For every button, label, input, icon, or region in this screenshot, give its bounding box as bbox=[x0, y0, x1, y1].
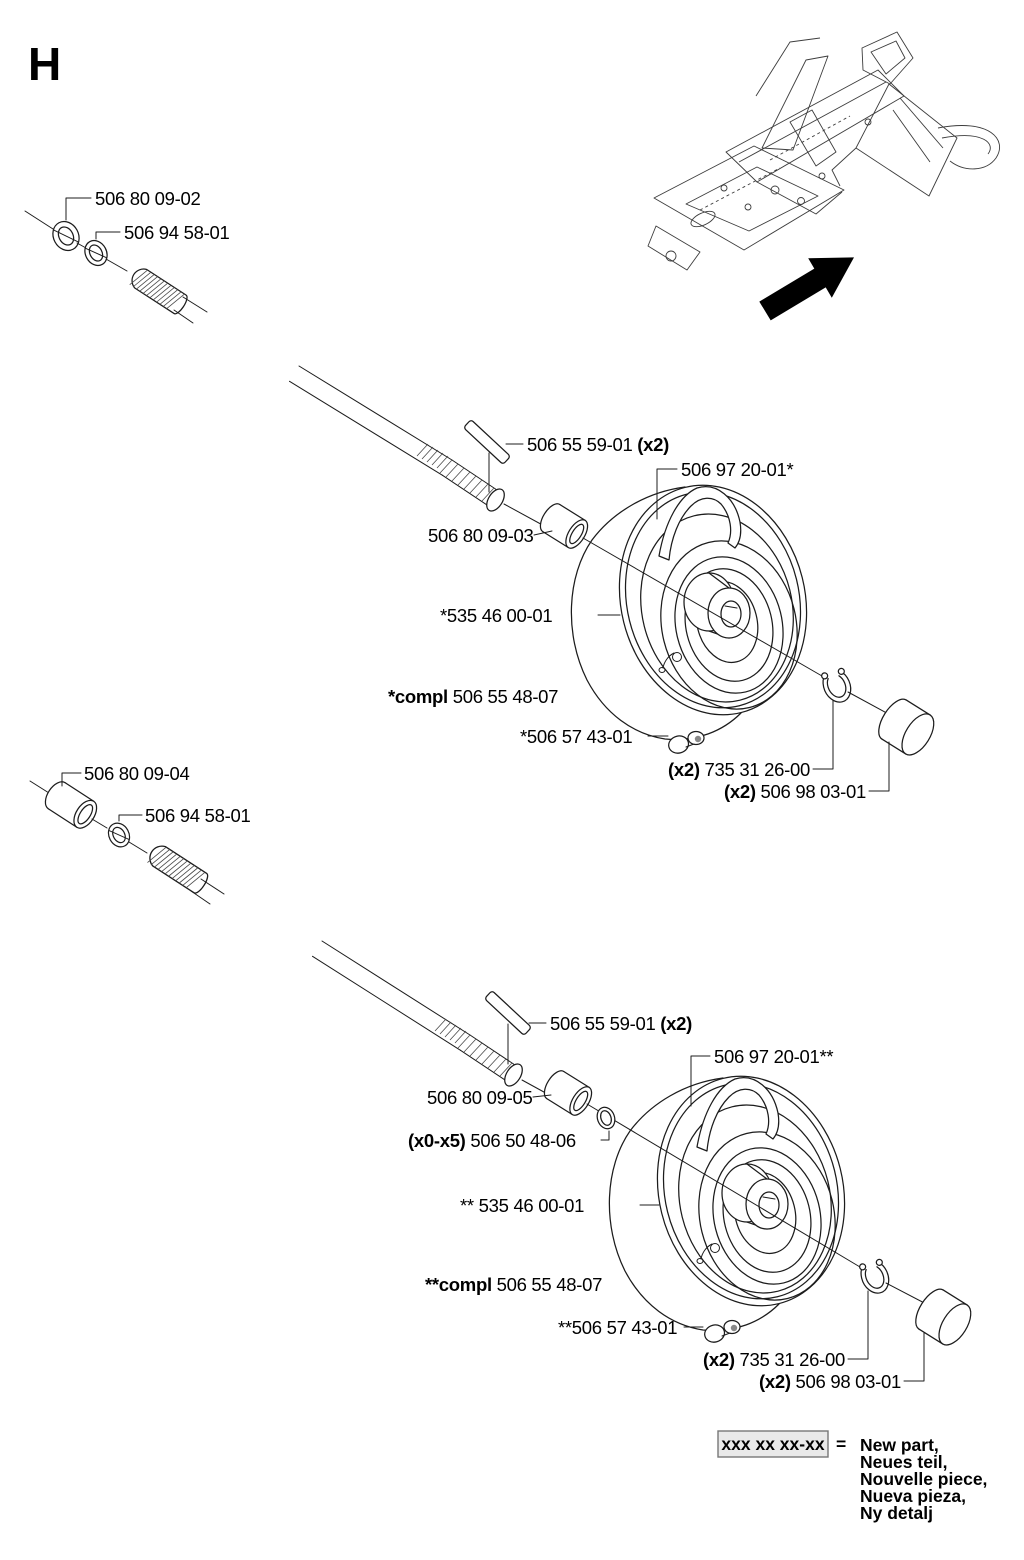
hub-cap bbox=[873, 694, 941, 760]
part-label: **compl 506 55 48-07 bbox=[425, 1274, 603, 1295]
part-label: *compl 506 55 48-07 bbox=[388, 686, 559, 707]
leader-line bbox=[904, 1333, 924, 1381]
wheel-bushing bbox=[540, 1067, 596, 1119]
retaining-ring bbox=[818, 665, 856, 707]
new-part-legend bbox=[718, 1431, 987, 1523]
leader-line bbox=[96, 232, 120, 239]
part-label: *506 57 43-01 bbox=[520, 726, 633, 747]
leader-line bbox=[119, 815, 142, 821]
shaft-end bbox=[483, 486, 508, 514]
axle-shaft bbox=[290, 366, 453, 475]
wheel bbox=[609, 1056, 868, 1330]
key bbox=[464, 420, 511, 465]
leader-line bbox=[66, 198, 91, 220]
leader-line bbox=[601, 1131, 609, 1140]
wheel-assembly-2 bbox=[313, 941, 978, 1392]
legend-line: Neues teil, bbox=[860, 1452, 948, 1472]
legend-line: Ny detalj bbox=[860, 1503, 933, 1523]
leader-line bbox=[813, 700, 833, 769]
leader-line bbox=[869, 742, 889, 791]
retainer-washer bbox=[48, 217, 84, 255]
part-label: **506 57 43-01 bbox=[558, 1317, 678, 1338]
wheel bbox=[571, 465, 830, 739]
part-label: *535 46 00-01 bbox=[440, 605, 553, 626]
axle-end-assembly-top bbox=[25, 188, 229, 323]
spacer-bushing bbox=[41, 778, 101, 832]
shim-washer bbox=[594, 1105, 617, 1131]
part-label: 506 94 58-01 bbox=[124, 222, 230, 243]
retaining-ring bbox=[856, 1256, 894, 1298]
part-label: (x2) 735 31 26-00 bbox=[703, 1349, 845, 1370]
direction-arrow-icon bbox=[759, 257, 854, 320]
washer bbox=[104, 819, 133, 850]
part-label: (x2) 506 98 03-01 bbox=[724, 781, 866, 802]
wheel-bushing bbox=[536, 500, 592, 552]
wheel-assembly-1 bbox=[290, 366, 941, 802]
part-label: 506 94 58-01 bbox=[145, 805, 251, 826]
part-label: ** 535 46 00-01 bbox=[460, 1195, 585, 1216]
part-label: 506 97 20-01** bbox=[714, 1046, 834, 1067]
washer bbox=[81, 237, 112, 270]
shaft-end bbox=[501, 1061, 526, 1089]
hub-cap bbox=[910, 1284, 978, 1350]
part-label: 506 80 09-02 bbox=[95, 188, 201, 209]
part-label: 506 97 20-01* bbox=[681, 459, 794, 480]
legend-line: New part, bbox=[860, 1435, 939, 1455]
part-label: 506 80 09-03 bbox=[428, 525, 534, 546]
axle-shaft bbox=[313, 941, 471, 1050]
part-label: (x2) 735 31 26-00 bbox=[668, 759, 810, 780]
part-label: 506 80 09-04 bbox=[84, 763, 190, 784]
part-label: (x2) 506 98 03-01 bbox=[759, 1371, 901, 1392]
leader-line bbox=[848, 1291, 868, 1359]
part-label: 506 80 09-05 bbox=[427, 1087, 533, 1108]
legend-line: Nouvelle piece, bbox=[860, 1469, 988, 1489]
spline-hatch bbox=[417, 444, 494, 501]
roll-pin bbox=[146, 842, 211, 895]
part-label: 506 55 59-01 (x2) bbox=[527, 434, 669, 455]
roll-pin bbox=[128, 265, 190, 316]
spline-hatch bbox=[435, 1019, 512, 1076]
legend-equals: = bbox=[836, 1434, 847, 1454]
part-label: (x0-x5) 506 50 48-06 bbox=[408, 1130, 576, 1151]
legend-box-text: xxx xx xx-xx bbox=[721, 1434, 825, 1454]
axle-end-assembly-mid bbox=[30, 763, 250, 904]
page-title: H bbox=[28, 38, 62, 90]
machine-location-thumbnail bbox=[648, 32, 1000, 320]
legend-line: Nueva pieza, bbox=[860, 1486, 967, 1506]
part-label: 506 55 59-01 (x2) bbox=[550, 1013, 692, 1034]
